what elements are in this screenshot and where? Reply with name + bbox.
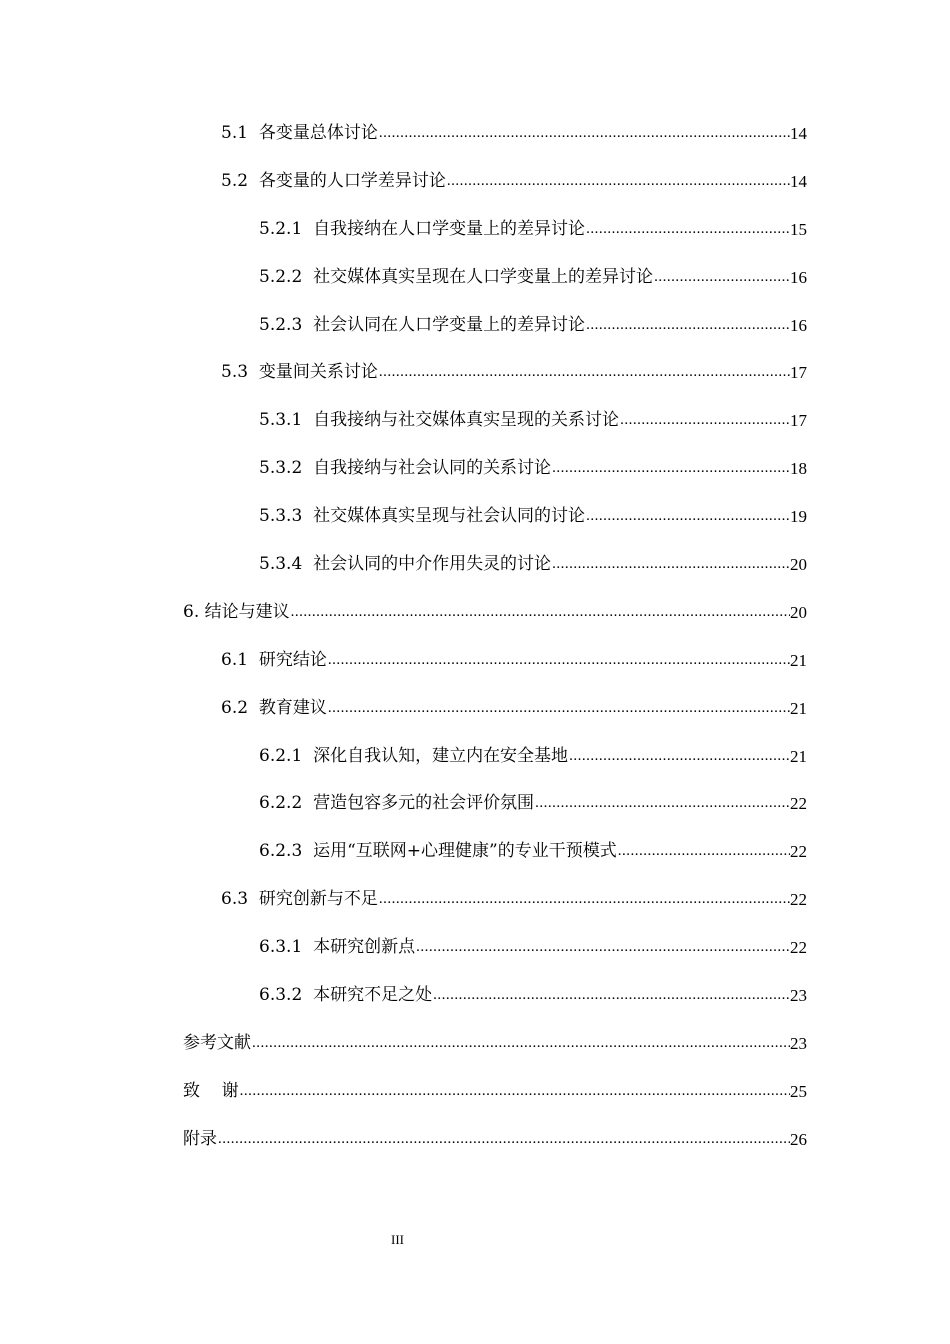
toc-entry-page: 22 [790, 938, 807, 958]
toc-entry-page: 15 [790, 219, 807, 239]
toc-dot-leader [653, 254, 790, 302]
toc-entry-title: 致 谢 [183, 1080, 239, 1101]
toc-dot-leader [534, 780, 790, 828]
toc-entry[interactable] [183, 254, 807, 302]
toc-entry-page: 25 [790, 1081, 807, 1101]
toc-entry-title: 5.2.3 社会认同在人口学变量上的差异讨论 [259, 314, 586, 335]
toc-entry-title: 5.3 变量间关系讨论 [221, 362, 378, 383]
toc-dot-leader [446, 158, 790, 206]
toc-dot-leader [378, 349, 790, 397]
toc-entry-page: 17 [790, 411, 807, 431]
toc-entry[interactable] [183, 302, 807, 350]
toc-entry-page: 21 [790, 650, 807, 670]
toc-entry-page: 19 [790, 507, 807, 527]
toc-entry[interactable] [183, 1116, 807, 1164]
toc-dot-leader [327, 637, 790, 685]
toc-dot-leader [217, 1116, 790, 1164]
toc-dot-leader [327, 685, 790, 733]
toc-entry-title: 5.3.2 自我接纳与社会认同的关系讨论 [259, 458, 552, 479]
toc-entry[interactable] [183, 828, 807, 876]
toc-dot-leader [585, 493, 790, 541]
toc-entry[interactable] [183, 110, 807, 158]
toc-dot-leader [378, 876, 790, 924]
toc-entry[interactable] [183, 158, 807, 206]
toc-entry-title: 5.2.1 自我接纳在人口学变量上的差异讨论 [259, 218, 586, 239]
toc-dot-leader [551, 541, 790, 589]
toc-entry[interactable] [183, 733, 807, 781]
toc-entry[interactable] [183, 206, 807, 254]
toc-dot-leader [551, 445, 790, 493]
toc-entry-page: 26 [790, 1129, 807, 1149]
toc-entry[interactable] [183, 685, 807, 733]
toc-entry[interactable] [183, 349, 807, 397]
toc-entry-title: 附录 [183, 1128, 217, 1149]
toc-dot-leader [239, 1068, 790, 1116]
toc-dot-leader [432, 972, 790, 1020]
toc-entry-title: 6.2.2 营造包容多元的社会评价氛围 [259, 793, 535, 814]
toc-entry-title: 6.1 研究结论 [221, 649, 327, 670]
toc-entry-page: 21 [790, 698, 807, 718]
toc-entry[interactable] [183, 1020, 807, 1068]
table-of-contents [183, 110, 807, 1164]
toc-entry-title: 5.2.2 社交媒体真实呈现在人口学变量上的差异讨论 [259, 266, 654, 287]
toc-entry-title: 5.1 各变量总体讨论 [221, 122, 378, 143]
toc-dot-leader [378, 110, 790, 158]
toc-entry-title: 5.3.3 社交媒体真实呈现与社会认同的讨论 [259, 506, 586, 527]
toc-entry-title: 6. 结论与建议 [183, 601, 290, 622]
page-number: III [391, 1232, 404, 1247]
toc-entry-title: 5.2 各变量的人口学差异讨论 [221, 170, 446, 191]
toc-entry-title: 6.2.3 运用“互联网+心理健康”的专业干预模式 [259, 841, 617, 862]
toc-entry-title: 6.3.2 本研究不足之处 [259, 985, 433, 1006]
toc-entry-page: 20 [790, 602, 807, 622]
toc-entry-page: 16 [790, 267, 807, 287]
toc-entry-page: 14 [790, 123, 807, 143]
toc-dot-leader [568, 733, 790, 781]
toc-entry[interactable] [183, 780, 807, 828]
toc-entry[interactable] [183, 637, 807, 685]
toc-dot-leader [617, 828, 790, 876]
toc-entry-page: 21 [790, 746, 807, 766]
toc-entry[interactable] [183, 445, 807, 493]
toc-entry-title: 参考文献 [183, 1032, 251, 1053]
toc-entry-page: 22 [790, 890, 807, 910]
toc-dot-leader [585, 206, 790, 254]
toc-entry[interactable] [183, 397, 807, 445]
toc-entry[interactable] [183, 876, 807, 924]
toc-entry-title: 6.3 研究创新与不足 [221, 889, 378, 910]
toc-entry-title: 5.3.1 自我接纳与社交媒体真实呈现的关系讨论 [259, 410, 620, 431]
toc-entry-page: 17 [790, 363, 807, 383]
toc-entry[interactable] [183, 972, 807, 1020]
toc-dot-leader [251, 1020, 790, 1068]
toc-dot-leader [415, 924, 790, 972]
toc-entry-page: 14 [790, 171, 807, 191]
toc-entry-page: 23 [790, 1033, 807, 1053]
toc-entry[interactable] [183, 541, 807, 589]
toc-entry[interactable] [183, 589, 807, 637]
toc-entry[interactable] [183, 493, 807, 541]
toc-entry-page: 23 [790, 986, 807, 1006]
toc-entry-page: 22 [790, 842, 807, 862]
toc-dot-leader [619, 397, 790, 445]
toc-entry[interactable] [183, 1068, 807, 1116]
toc-entry-page: 18 [790, 459, 807, 479]
toc-entry-page: 16 [790, 315, 807, 335]
toc-entry-title: 5.3.4 社会认同的中介作用失灵的讨论 [259, 554, 552, 574]
toc-entry-page: 20 [790, 555, 807, 574]
toc-entry-title: 6.3.1 本研究创新点 [259, 937, 416, 958]
toc-entry-title: 6.2 教育建议 [221, 697, 327, 718]
toc-dot-leader [290, 589, 790, 637]
toc-dot-leader [585, 302, 790, 350]
toc-entry-title: 6.2.1 深化自我认知，建立内在安全基地 [259, 745, 569, 766]
toc-entry[interactable] [183, 924, 807, 972]
toc-entry-page: 22 [790, 794, 807, 814]
